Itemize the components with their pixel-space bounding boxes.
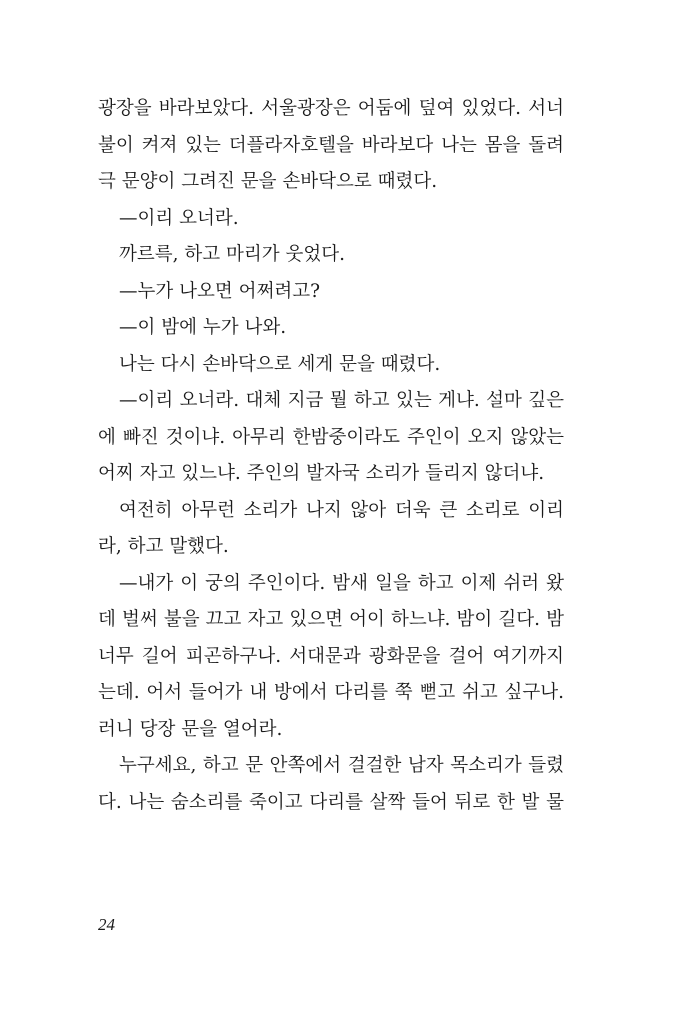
body-text [98, 91, 564, 821]
text-line: —이리 오너라. [119, 207, 239, 229]
text-line: 라, 하고 말했다. [98, 536, 229, 557]
text-line: —누가 나오면 어쩌려고? [119, 280, 321, 302]
page-number: 24 [98, 915, 115, 934]
text-line: 나는 다시 손바닥으로 세게 문을 때렸다. [119, 353, 441, 375]
text-line: 에 빠진 것이냐. 아무리 한밤중이라도 주인이 오지 않았는 [98, 426, 564, 448]
text-line: 너무 길어 피곤하구나. 서대문과 광화문을 걸어 여기까지 [98, 645, 564, 667]
text-line: 데 벌써 불을 끄고 자고 있으면 어이 하느냐. 밤이 길다. 밤 [98, 609, 564, 630]
text-line: —이 밤에 누가 나와. [119, 317, 287, 338]
text-line: 불이 켜져 있는 더플라자호텔을 바라보다 나는 몸을 돌려 [98, 134, 564, 156]
text-line: 어찌 자고 있느냐. 주인의 발자국 소리가 들리지 않더냐. [98, 463, 545, 484]
text-line: 여전히 아무런 소리가 나지 않아 더욱 큰 소리로 이리 [119, 499, 564, 521]
text-line: 광장을 바라보았다. 서울광장은 어둠에 덮여 있었다. 서너 [98, 98, 564, 119]
text-line: —이리 오너라. 대체 지금 뭘 하고 있는 게냐. 설마 깊은 [119, 390, 564, 411]
text-line: 까르륵, 하고 마리가 웃었다. [119, 244, 345, 265]
text-line: 다. 나는 숨소리를 죽이고 다리를 살짝 들어 뒤로 한 발 물 [98, 791, 564, 813]
text-line: 누구세요, 하고 문 안쪽에서 걸걸한 남자 목소리가 들렸 [119, 755, 564, 776]
text-line: 극 문양이 그려진 문을 손바닥으로 때렸다. [98, 171, 438, 192]
text-line: —내가 이 궁의 주인이다. 밤새 일을 하고 이제 쉬러 왔 [119, 572, 564, 594]
text-line: 러니 당장 문을 열어라. [98, 718, 283, 740]
text-line: 는데. 어서 들어가 내 방에서 다리를 쭉 뻗고 쉬고 싶구나. [98, 682, 564, 703]
